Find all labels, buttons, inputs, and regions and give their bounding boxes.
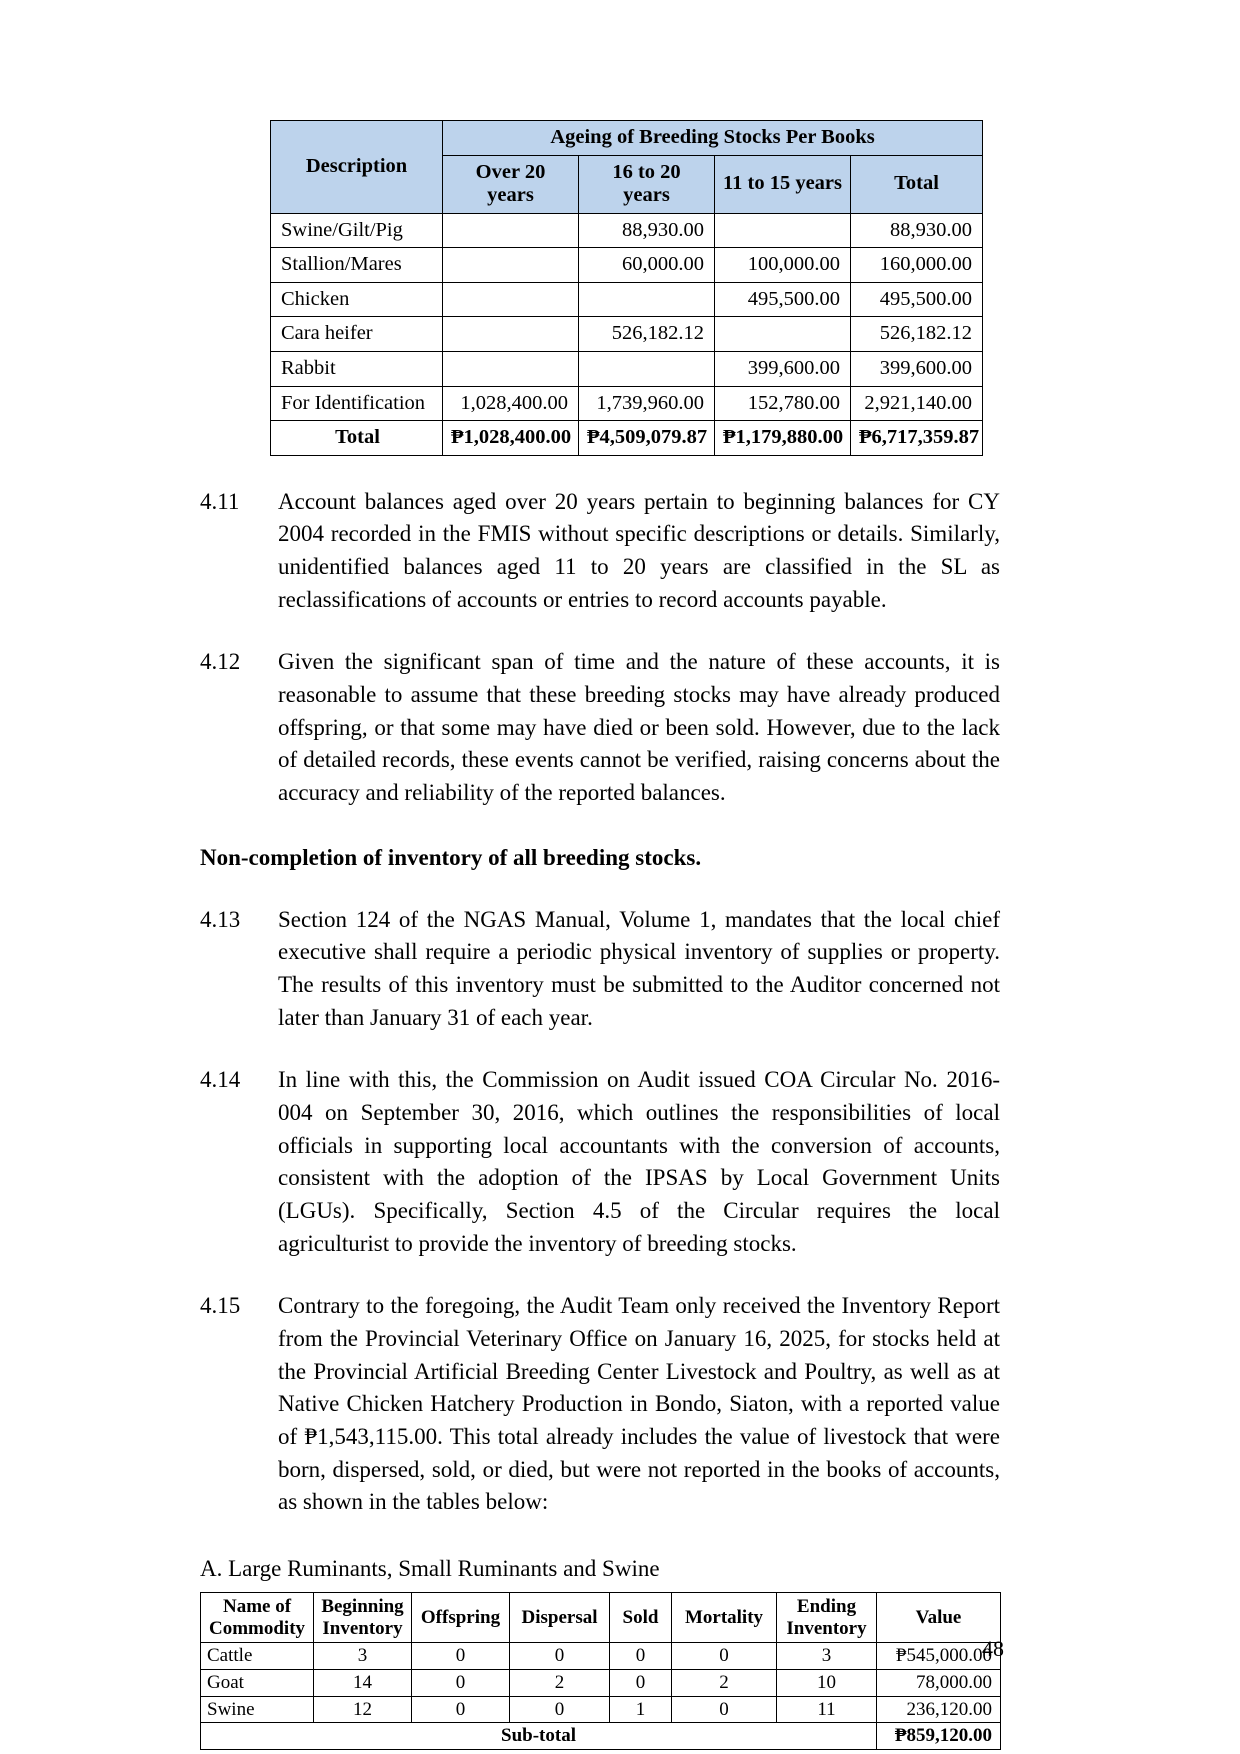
table-row	[201, 1696, 1001, 1723]
cell-commodity-name: Cattle	[201, 1643, 314, 1670]
cell-description: Swine/Gilt/Pig	[271, 213, 443, 248]
header-dispersal: Dispersal	[510, 1592, 610, 1642]
paragraph-text: Account balances aged over 20 years pertain to beginning balances for CY 2004 recorded in the FMIS without specific descriptions or details. Similarly, unidentified balances aged 11 to 20 years are classified in the SL as reclassifications of accounts or entries to record accounts payable.	[278, 488, 1000, 612]
paragraph-number: 4.14	[200, 1067, 241, 1093]
cell-total: 88,930.00	[851, 213, 983, 248]
cell-16-to-20: 88,930.00	[579, 213, 715, 248]
table-row	[271, 317, 983, 352]
cell-dispersal: 2	[510, 1669, 610, 1696]
header-11-to-15-years: 11 to 15 years	[715, 155, 851, 213]
table-row	[271, 282, 983, 317]
paragraph-4-14	[200, 1064, 1000, 1260]
paragraph-4-11	[200, 486, 1000, 617]
header-total: Total	[851, 155, 983, 213]
paragraph-text: Section 124 of the NGAS Manual, Volume 1, mandates that the local chief executive shall require a periodic physical inventory of supplies or property. The results of this inventory must be submitted to the Auditor concerned not later than January 31 of each year.	[278, 906, 1000, 1030]
paragraph-text: Contrary to the foregoing, the Audit Team only received the Inventory Report from the Provincial Veterinary Office on January 16, 2025, for stocks held at the Provincial Artificial Breeding Center Livestock and Poultry, as well as at Native Chicken Hatchery Production in Bondo, Siaton, with a reported value of ₱1,543,115.00. This total already includes the value of livestock that were born, dispersed, sold, or died, but were not reported in the books of accounts, as shown in the tables below:	[278, 1293, 1000, 1515]
paragraph-4-13	[200, 904, 1000, 1035]
header-value: Value	[877, 1592, 1001, 1642]
cell-offspring: 0	[412, 1643, 510, 1670]
table-row	[271, 213, 983, 248]
cell-sold: 1	[610, 1696, 672, 1723]
cell-commodity-name: Swine	[201, 1696, 314, 1723]
header-line-1: Name of	[222, 1595, 292, 1617]
section-subheading: Non-completion of inventory of all breeding stocks.	[200, 844, 702, 870]
cell-over-20: 1,028,400.00	[443, 386, 579, 421]
header-beginning-inventory	[314, 1592, 412, 1642]
cell-16-to-20: 526,182.12	[579, 317, 715, 352]
cell-description: Cara heifer	[271, 317, 443, 352]
cell-value: 236,120.00	[877, 1696, 1001, 1723]
ageing-header-row-1	[271, 121, 983, 156]
cell-total: 495,500.00	[851, 282, 983, 317]
cell-dispersal: 0	[510, 1696, 610, 1723]
paragraph-text: In line with this, the Commission on Audit issued COA Circular No. 2016-004 on September 30, 2016, which outlines the responsibilities of local officials in supporting local accountants with the conversion of accounts, consistent with the adoption of the IPSAS by Local Government Units (LGUs). Specifically, Section 4.5 of the Circular requires the local agriculturist to provide the inventory of breeding stocks.	[278, 1067, 1000, 1256]
ruminants-table-body	[201, 1643, 1001, 1750]
paragraph-number: 4.13	[200, 906, 241, 932]
page-number: 48	[982, 1636, 1004, 1661]
ruminants-subtotal-row	[201, 1723, 1001, 1750]
cell-description: Rabbit	[271, 351, 443, 386]
header-line-2: Inventory	[322, 1617, 403, 1639]
cell-total: 2,921,140.00	[851, 386, 983, 421]
ageing-table-body	[271, 213, 983, 455]
cell-over-20	[443, 213, 579, 248]
cell-total-label: Total	[271, 421, 443, 456]
ageing-of-breeding-stocks-table	[270, 120, 983, 456]
cell-value: 78,000.00	[877, 1669, 1001, 1696]
paragraph-text: Given the significant span of time and the nature of these accounts, it is reasonable to assume that these breeding stocks may have already produced offspring, or that some may have died or been sold. However, due to the lack of detailed records, these events cannot be verified, raising concerns about the accuracy and reliability of the reported balances.	[278, 649, 1000, 805]
paragraph-number: 4.12	[200, 649, 241, 675]
cell-over-20	[443, 282, 579, 317]
ageing-table-head	[271, 121, 983, 214]
cell-description: For Identification	[271, 386, 443, 421]
cell-beginning-inventory: 12	[314, 1696, 412, 1723]
cell-dispersal: 0	[510, 1643, 610, 1670]
header-group-ageing: Ageing of Breeding Stocks Per Books	[443, 121, 983, 156]
header-16-to-20-years: 16 to 20 years	[579, 155, 715, 213]
cell-mortality: 0	[672, 1696, 777, 1723]
cell-11-to-15: 495,500.00	[715, 282, 851, 317]
header-line-1: Beginning	[321, 1595, 404, 1617]
cell-total-over-20: ₱1,028,400.00	[443, 421, 579, 456]
cell-total: 160,000.00	[851, 248, 983, 283]
ageing-table-wrapper	[270, 120, 1000, 456]
header-line-2: Commodity	[208, 1617, 306, 1639]
header-mortality: Mortality	[672, 1592, 777, 1642]
section-a-label: A. Large Ruminants, Small Ruminants and Swine	[200, 1555, 660, 1581]
cell-mortality: 0	[672, 1643, 777, 1670]
cell-description: Stallion/Mares	[271, 248, 443, 283]
cell-16-to-20: 60,000.00	[579, 248, 715, 283]
paragraph-number: 4.15	[200, 1293, 241, 1319]
large-ruminants-table	[200, 1592, 1001, 1750]
header-offspring: Offspring	[412, 1592, 510, 1642]
header-sold: Sold	[610, 1592, 672, 1642]
cell-total-11-to-15: ₱1,179,880.00	[715, 421, 851, 456]
cell-commodity-name: Goat	[201, 1669, 314, 1696]
table-row	[271, 351, 983, 386]
ageing-total-row	[271, 421, 983, 456]
table-row	[271, 386, 983, 421]
cell-11-to-15: 399,600.00	[715, 351, 851, 386]
ruminants-header-row	[201, 1592, 1001, 1642]
cell-grand-total: ₱6,717,359.87	[851, 421, 983, 456]
header-line-2: Inventory	[786, 1617, 867, 1639]
cell-11-to-15	[715, 317, 851, 352]
cell-subtotal-label: Sub-total	[201, 1723, 877, 1750]
cell-ending-inventory: 11	[777, 1696, 877, 1723]
cell-ending-inventory: 10	[777, 1669, 877, 1696]
table-row	[271, 248, 983, 283]
cell-description: Chicken	[271, 282, 443, 317]
cell-sold: 0	[610, 1643, 672, 1670]
cell-subtotal-value: ₱859,120.00	[877, 1723, 1001, 1750]
cell-total-16-to-20: ₱4,509,079.87	[579, 421, 715, 456]
cell-11-to-15: 152,780.00	[715, 386, 851, 421]
cell-ending-inventory: 3	[777, 1643, 877, 1670]
table-row	[201, 1669, 1001, 1696]
paragraph-4-15	[200, 1290, 1000, 1519]
header-name-of-commodity	[201, 1592, 314, 1642]
paragraph-number: 4.11	[200, 488, 240, 514]
cell-over-20	[443, 317, 579, 352]
cell-11-to-15: 100,000.00	[715, 248, 851, 283]
header-ending-inventory	[777, 1592, 877, 1642]
header-line-1: Ending	[796, 1595, 857, 1617]
cell-beginning-inventory: 3	[314, 1643, 412, 1670]
cell-offspring: 0	[412, 1669, 510, 1696]
cell-total: 399,600.00	[851, 351, 983, 386]
cell-11-to-15	[715, 213, 851, 248]
cell-mortality: 2	[672, 1669, 777, 1696]
header-over-20-years: Over 20 years	[443, 155, 579, 213]
cell-16-to-20	[579, 282, 715, 317]
table-row	[201, 1643, 1001, 1670]
cell-16-to-20	[579, 351, 715, 386]
cell-over-20	[443, 351, 579, 386]
cell-beginning-inventory: 14	[314, 1669, 412, 1696]
cell-16-to-20: 1,739,960.00	[579, 386, 715, 421]
cell-value: ₱545,000.00	[877, 1643, 1001, 1670]
cell-over-20	[443, 248, 579, 283]
cell-total: 526,182.12	[851, 317, 983, 352]
cell-offspring: 0	[412, 1696, 510, 1723]
header-description: Description	[271, 121, 443, 214]
cell-sold: 0	[610, 1669, 672, 1696]
paragraph-4-12	[200, 646, 1000, 809]
ruminants-table-head	[201, 1592, 1001, 1642]
